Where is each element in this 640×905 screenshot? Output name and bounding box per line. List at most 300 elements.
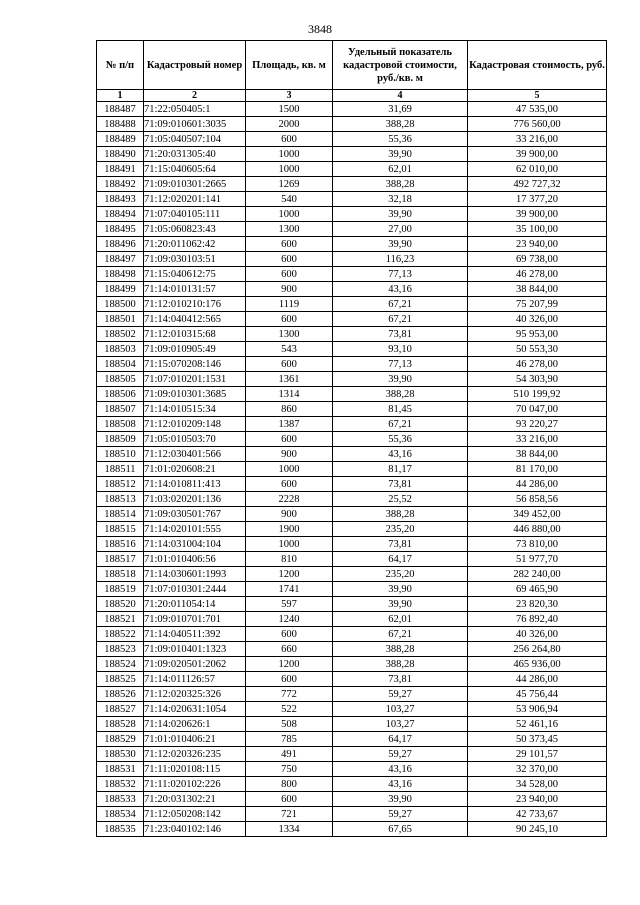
page-number: 3848 — [308, 22, 332, 36]
table-row — [97, 537, 607, 552]
cadastral-value-cell: 46 278,00 — [468, 357, 607, 372]
area-cell: 772 — [246, 687, 333, 702]
area-cell: 540 — [246, 192, 333, 207]
column-number-row — [97, 90, 607, 102]
area-cell: 600 — [246, 237, 333, 252]
specific-value-cell: 73,81 — [333, 327, 468, 342]
table-row — [97, 402, 607, 417]
table-row — [97, 567, 607, 582]
row-number-cell: 188516 — [97, 537, 144, 552]
area-cell: 721 — [246, 807, 333, 822]
area-cell: 1200 — [246, 657, 333, 672]
area-cell: 1119 — [246, 297, 333, 312]
table-row — [97, 477, 607, 492]
area-cell: 750 — [246, 762, 333, 777]
cadastral-value-cell: 56 858,56 — [468, 492, 607, 507]
cadastral-number-cell: 71:15:040612:75 — [144, 267, 246, 282]
row-number-cell: 188528 — [97, 717, 144, 732]
area-cell: 1000 — [246, 162, 333, 177]
table-row — [97, 777, 607, 792]
table-row — [97, 162, 607, 177]
area-cell: 600 — [246, 477, 333, 492]
cadastral-number-cell: 71:09:010905:49 — [144, 342, 246, 357]
cadastral-value-cell: 23 940,00 — [468, 792, 607, 807]
area-cell: 597 — [246, 597, 333, 612]
specific-value-cell: 93,10 — [333, 342, 468, 357]
table-row — [97, 297, 607, 312]
specific-value-cell: 116,23 — [333, 252, 468, 267]
cadastral-number-cell: 71:01:010406:56 — [144, 552, 246, 567]
table-row — [97, 792, 607, 807]
cadastral-number-cell: 71:14:020631:1054 — [144, 702, 246, 717]
row-number-cell: 188490 — [97, 147, 144, 162]
row-number-cell: 188500 — [97, 297, 144, 312]
cadastral-number-cell: 71:23:040102:146 — [144, 822, 246, 837]
cadastral-number-cell: 71:20:011062:42 — [144, 237, 246, 252]
row-number-cell: 188517 — [97, 552, 144, 567]
cadastral-value-cell: 73 810,00 — [468, 537, 607, 552]
specific-value-cell: 81,45 — [333, 402, 468, 417]
area-cell: 900 — [246, 447, 333, 462]
area-cell: 543 — [246, 342, 333, 357]
area-cell: 1200 — [246, 567, 333, 582]
cadastral-number-cell: 71:12:030401:566 — [144, 447, 246, 462]
header-area: Площадь, кв. м — [246, 41, 333, 90]
specific-value-cell: 39,90 — [333, 207, 468, 222]
row-number-cell: 188534 — [97, 807, 144, 822]
row-number-cell: 188505 — [97, 372, 144, 387]
row-number-cell: 188524 — [97, 657, 144, 672]
area-cell: 1500 — [246, 102, 333, 117]
cadastral-number-cell: 71:14:040511:392 — [144, 627, 246, 642]
specific-value-cell: 67,21 — [333, 627, 468, 642]
column-number: 1 — [97, 90, 144, 102]
row-number-cell: 188514 — [97, 507, 144, 522]
cadastral-value-cell: 33 216,00 — [468, 132, 607, 147]
table-row — [97, 522, 607, 537]
cadastral-number-cell: 71:09:010601:3035 — [144, 117, 246, 132]
header-row — [97, 41, 607, 90]
specific-value-cell: 67,21 — [333, 312, 468, 327]
table-row — [97, 552, 607, 567]
specific-value-cell: 67,21 — [333, 417, 468, 432]
row-number-cell: 188507 — [97, 402, 144, 417]
column-number: 5 — [468, 90, 607, 102]
row-number-cell: 188532 — [97, 777, 144, 792]
cadastral-value-cell: 81 170,00 — [468, 462, 607, 477]
header-specific-value: Удельный показатель кадастровой стоимости, руб./кв. м — [333, 41, 468, 90]
row-number-cell: 188511 — [97, 462, 144, 477]
specific-value-cell: 388,28 — [333, 117, 468, 132]
cadastral-value-cell: 446 880,00 — [468, 522, 607, 537]
cadastral-value-cell: 776 560,00 — [468, 117, 607, 132]
cadastral-number-cell: 71:05:010503:70 — [144, 432, 246, 447]
cadastral-number-cell: 71:14:010515:34 — [144, 402, 246, 417]
area-cell: 1361 — [246, 372, 333, 387]
area-cell: 600 — [246, 672, 333, 687]
row-number-cell: 188509 — [97, 432, 144, 447]
row-number-cell: 188499 — [97, 282, 144, 297]
row-number-cell: 188493 — [97, 192, 144, 207]
specific-value-cell: 73,81 — [333, 672, 468, 687]
specific-value-cell: 77,13 — [333, 267, 468, 282]
cadastral-number-cell: 71:07:010301:2444 — [144, 582, 246, 597]
area-cell: 600 — [246, 132, 333, 147]
cadastral-value-cell: 93 220,27 — [468, 417, 607, 432]
table-row — [97, 672, 607, 687]
cadastral-number-cell: 71:12:010210:176 — [144, 297, 246, 312]
cadastral-number-cell: 71:15:070208:146 — [144, 357, 246, 372]
table-row — [97, 492, 607, 507]
specific-value-cell: 388,28 — [333, 642, 468, 657]
table-row — [97, 657, 607, 672]
area-cell: 600 — [246, 267, 333, 282]
cadastral-value-cell: 69 738,00 — [468, 252, 607, 267]
specific-value-cell: 27,00 — [333, 222, 468, 237]
area-cell: 1300 — [246, 327, 333, 342]
cadastral-number-cell: 71:01:010406:21 — [144, 732, 246, 747]
row-number-cell: 188515 — [97, 522, 144, 537]
row-number-cell: 188497 — [97, 252, 144, 267]
area-cell: 1741 — [246, 582, 333, 597]
cadastral-value-cell: 465 936,00 — [468, 657, 607, 672]
specific-value-cell: 59,27 — [333, 807, 468, 822]
cadastral-value-cell: 349 452,00 — [468, 507, 607, 522]
cadastral-number-cell: 71:22:050405:1 — [144, 102, 246, 117]
area-cell: 2228 — [246, 492, 333, 507]
table-row — [97, 132, 607, 147]
table-row — [97, 117, 607, 132]
row-number-cell: 188531 — [97, 762, 144, 777]
specific-value-cell: 39,90 — [333, 597, 468, 612]
table-row — [97, 582, 607, 597]
cadastral-value-cell: 40 326,00 — [468, 627, 607, 642]
cadastral-number-cell: 71:05:040507:104 — [144, 132, 246, 147]
cadastral-number-cell: 71:09:010301:3685 — [144, 387, 246, 402]
table-row — [97, 102, 607, 117]
cadastral-value-cell: 282 240,00 — [468, 567, 607, 582]
table-row — [97, 627, 607, 642]
header-row-number: № п/п — [97, 41, 144, 90]
row-number-cell: 188533 — [97, 792, 144, 807]
cadastral-value-cell: 90 245,10 — [468, 822, 607, 837]
cadastral-number-cell: 71:15:040605:64 — [144, 162, 246, 177]
table-row — [97, 447, 607, 462]
cadastral-number-cell: 71:12:010209:148 — [144, 417, 246, 432]
cadastral-number-cell: 71:07:010201:1531 — [144, 372, 246, 387]
cadastral-number-cell: 71:14:031004:104 — [144, 537, 246, 552]
row-number-cell: 188520 — [97, 597, 144, 612]
row-number-cell: 188527 — [97, 702, 144, 717]
specific-value-cell: 388,28 — [333, 387, 468, 402]
area-cell: 508 — [246, 717, 333, 732]
row-number-cell: 188526 — [97, 687, 144, 702]
table-body — [97, 102, 607, 837]
area-cell: 600 — [246, 312, 333, 327]
cadastral-number-cell: 71:14:010811:413 — [144, 477, 246, 492]
area-cell: 1387 — [246, 417, 333, 432]
cadastral-value-cell: 50 553,30 — [468, 342, 607, 357]
table-row — [97, 612, 607, 627]
cadastral-number-cell: 71:03:020201:136 — [144, 492, 246, 507]
cadastral-value-cell: 34 528,00 — [468, 777, 607, 792]
specific-value-cell: 59,27 — [333, 747, 468, 762]
area-cell: 800 — [246, 777, 333, 792]
cadastral-value-cell: 50 373,45 — [468, 732, 607, 747]
table-row — [97, 597, 607, 612]
table-row — [97, 327, 607, 342]
cadastral-value-cell: 75 207,99 — [468, 297, 607, 312]
specific-value-cell: 32,18 — [333, 192, 468, 207]
cadastral-value-cell: 38 844,00 — [468, 447, 607, 462]
cadastral-value-cell: 52 461,16 — [468, 717, 607, 732]
specific-value-cell: 64,17 — [333, 732, 468, 747]
cadastral-value-cell: 95 953,00 — [468, 327, 607, 342]
cadastral-number-cell: 71:14:030601:1993 — [144, 567, 246, 582]
cadastral-value-cell: 17 377,20 — [468, 192, 607, 207]
area-cell: 1240 — [246, 612, 333, 627]
specific-value-cell: 388,28 — [333, 507, 468, 522]
cadastral-value-cell: 39 900,00 — [468, 147, 607, 162]
specific-value-cell: 103,27 — [333, 702, 468, 717]
specific-value-cell: 55,36 — [333, 132, 468, 147]
table-row — [97, 312, 607, 327]
row-number-cell: 188495 — [97, 222, 144, 237]
specific-value-cell: 73,81 — [333, 477, 468, 492]
specific-value-cell: 103,27 — [333, 717, 468, 732]
cadastral-value-cell: 32 370,00 — [468, 762, 607, 777]
specific-value-cell: 62,01 — [333, 162, 468, 177]
table-row — [97, 267, 607, 282]
cadastral-value-cell: 35 100,00 — [468, 222, 607, 237]
cadastral-number-cell: 71:05:060823:43 — [144, 222, 246, 237]
cadastral-number-cell: 71:01:020608:21 — [144, 462, 246, 477]
row-number-cell: 188525 — [97, 672, 144, 687]
cadastral-number-cell: 71:07:040105:111 — [144, 207, 246, 222]
cadastral-number-cell: 71:20:031302:21 — [144, 792, 246, 807]
cadastral-value-cell: 62 010,00 — [468, 162, 607, 177]
cadastral-value-cell: 54 303,90 — [468, 372, 607, 387]
area-cell: 600 — [246, 627, 333, 642]
row-number-cell: 188519 — [97, 582, 144, 597]
area-cell: 1900 — [246, 522, 333, 537]
cadastral-value-cell: 70 047,00 — [468, 402, 607, 417]
area-cell: 660 — [246, 642, 333, 657]
table-row — [97, 642, 607, 657]
specific-value-cell: 39,90 — [333, 237, 468, 252]
row-number-cell: 188506 — [97, 387, 144, 402]
table-row — [97, 177, 607, 192]
specific-value-cell: 235,20 — [333, 522, 468, 537]
cadastral-number-cell: 71:14:020626:1 — [144, 717, 246, 732]
table-row — [97, 282, 607, 297]
table-row — [97, 372, 607, 387]
cadastral-value-cell: 45 756,44 — [468, 687, 607, 702]
area-cell: 1000 — [246, 462, 333, 477]
specific-value-cell: 39,90 — [333, 792, 468, 807]
row-number-cell: 188508 — [97, 417, 144, 432]
specific-value-cell: 81,17 — [333, 462, 468, 477]
column-number: 4 — [333, 90, 468, 102]
table-row — [97, 762, 607, 777]
cadastral-number-cell: 71:09:030501:767 — [144, 507, 246, 522]
area-cell: 600 — [246, 792, 333, 807]
table-row — [97, 192, 607, 207]
row-number-cell: 188512 — [97, 477, 144, 492]
table-row — [97, 342, 607, 357]
area-cell: 491 — [246, 747, 333, 762]
cadastral-value-cell: 40 326,00 — [468, 312, 607, 327]
area-cell: 860 — [246, 402, 333, 417]
specific-value-cell: 55,36 — [333, 432, 468, 447]
cadastral-number-cell: 71:09:010701:701 — [144, 612, 246, 627]
row-number-cell: 188491 — [97, 162, 144, 177]
area-cell: 810 — [246, 552, 333, 567]
specific-value-cell: 43,16 — [333, 762, 468, 777]
cadastral-number-cell: 71:14:020101:555 — [144, 522, 246, 537]
row-number-cell: 188489 — [97, 132, 144, 147]
cadastral-value-cell: 53 906,94 — [468, 702, 607, 717]
area-cell: 1000 — [246, 207, 333, 222]
table-row — [97, 222, 607, 237]
cadastral-number-cell: 71:09:020501:2062 — [144, 657, 246, 672]
row-number-cell: 188510 — [97, 447, 144, 462]
specific-value-cell: 67,21 — [333, 297, 468, 312]
cadastral-value-cell: 47 535,00 — [468, 102, 607, 117]
cadastral-number-cell: 71:11:020108:115 — [144, 762, 246, 777]
specific-value-cell: 59,27 — [333, 687, 468, 702]
cadastral-value-cell: 510 199,92 — [468, 387, 607, 402]
cadastral-value-cell: 69 465,90 — [468, 582, 607, 597]
row-number-cell: 188518 — [97, 567, 144, 582]
specific-value-cell: 39,90 — [333, 147, 468, 162]
cadastral-value-cell: 51 977,70 — [468, 552, 607, 567]
row-number-cell: 188498 — [97, 267, 144, 282]
row-number-cell: 188504 — [97, 357, 144, 372]
cadastral-value-cell: 38 844,00 — [468, 282, 607, 297]
row-number-cell: 188523 — [97, 642, 144, 657]
specific-value-cell: 43,16 — [333, 282, 468, 297]
area-cell: 785 — [246, 732, 333, 747]
specific-value-cell: 73,81 — [333, 537, 468, 552]
row-number-cell: 188521 — [97, 612, 144, 627]
table-row — [97, 807, 607, 822]
table-row — [97, 747, 607, 762]
cadastral-number-cell: 71:20:031305:40 — [144, 147, 246, 162]
area-cell: 522 — [246, 702, 333, 717]
specific-value-cell: 62,01 — [333, 612, 468, 627]
specific-value-cell: 31,69 — [333, 102, 468, 117]
cadastral-number-cell: 71:14:040412:565 — [144, 312, 246, 327]
cadastral-value-cell: 44 286,00 — [468, 477, 607, 492]
area-cell: 600 — [246, 357, 333, 372]
specific-value-cell: 388,28 — [333, 177, 468, 192]
cadastral-value-cell: 44 286,00 — [468, 672, 607, 687]
area-cell: 1334 — [246, 822, 333, 837]
table-row — [97, 417, 607, 432]
table-row — [97, 147, 607, 162]
cadastral-number-cell: 71:09:030103:51 — [144, 252, 246, 267]
table-row — [97, 357, 607, 372]
cadastral-value-cell: 23 940,00 — [468, 237, 607, 252]
specific-value-cell: 235,20 — [333, 567, 468, 582]
row-number-cell: 188513 — [97, 492, 144, 507]
header-cadastral-number: Кадастровый номер — [144, 41, 246, 90]
table-row — [97, 237, 607, 252]
table-row — [97, 822, 607, 837]
cadastral-value-cell: 33 216,00 — [468, 432, 607, 447]
specific-value-cell: 77,13 — [333, 357, 468, 372]
cadastral-value-cell: 42 733,67 — [468, 807, 607, 822]
table-row — [97, 387, 607, 402]
specific-value-cell: 64,17 — [333, 552, 468, 567]
table-row — [97, 732, 607, 747]
cadastral-number-cell: 71:14:010131:57 — [144, 282, 246, 297]
specific-value-cell: 39,90 — [333, 372, 468, 387]
table-row — [97, 207, 607, 222]
table-row — [97, 687, 607, 702]
table-row — [97, 717, 607, 732]
row-number-cell: 188503 — [97, 342, 144, 357]
specific-value-cell: 25,52 — [333, 492, 468, 507]
cadastral-value-cell: 23 820,30 — [468, 597, 607, 612]
table-row — [97, 252, 607, 267]
row-number-cell: 188502 — [97, 327, 144, 342]
cadastral-number-cell: 71:11:020102:226 — [144, 777, 246, 792]
cadastral-value-cell: 46 278,00 — [468, 267, 607, 282]
cadastral-table — [96, 40, 607, 837]
cadastral-number-cell: 71:12:010315:68 — [144, 327, 246, 342]
area-cell: 1000 — [246, 537, 333, 552]
cadastral-number-cell: 71:12:050208:142 — [144, 807, 246, 822]
cadastral-number-cell: 71:20:011054:14 — [144, 597, 246, 612]
cadastral-value-cell: 256 264,80 — [468, 642, 607, 657]
cadastral-number-cell: 71:09:010401:1323 — [144, 642, 246, 657]
area-cell: 1314 — [246, 387, 333, 402]
cadastral-value-cell: 29 101,57 — [468, 747, 607, 762]
row-number-cell: 188496 — [97, 237, 144, 252]
table-row — [97, 702, 607, 717]
area-cell: 1269 — [246, 177, 333, 192]
row-number-cell: 188488 — [97, 117, 144, 132]
row-number-cell: 188487 — [97, 102, 144, 117]
row-number-cell: 188522 — [97, 627, 144, 642]
cadastral-number-cell: 71:09:010301:2665 — [144, 177, 246, 192]
area-cell: 600 — [246, 252, 333, 267]
area-cell: 1300 — [246, 222, 333, 237]
cadastral-value-cell: 492 727,32 — [468, 177, 607, 192]
cadastral-value-cell: 39 900,00 — [468, 207, 607, 222]
table-row — [97, 507, 607, 522]
specific-value-cell: 39,90 — [333, 582, 468, 597]
area-cell: 2000 — [246, 117, 333, 132]
row-number-cell: 188530 — [97, 747, 144, 762]
area-cell: 1000 — [246, 147, 333, 162]
row-number-cell: 188535 — [97, 822, 144, 837]
cadastral-value-cell: 76 892,40 — [468, 612, 607, 627]
table-row — [97, 432, 607, 447]
cadastral-number-cell: 71:12:020326:235 — [144, 747, 246, 762]
header-cadastral-value: Кадастровая стоимость, руб. — [468, 41, 607, 90]
area-cell: 600 — [246, 432, 333, 447]
column-number: 2 — [144, 90, 246, 102]
cadastral-number-cell: 71:14:011126:57 — [144, 672, 246, 687]
cadastral-number-cell: 71:12:020325:326 — [144, 687, 246, 702]
row-number-cell: 188501 — [97, 312, 144, 327]
area-cell: 900 — [246, 282, 333, 297]
table-row — [97, 462, 607, 477]
row-number-cell: 188492 — [97, 177, 144, 192]
